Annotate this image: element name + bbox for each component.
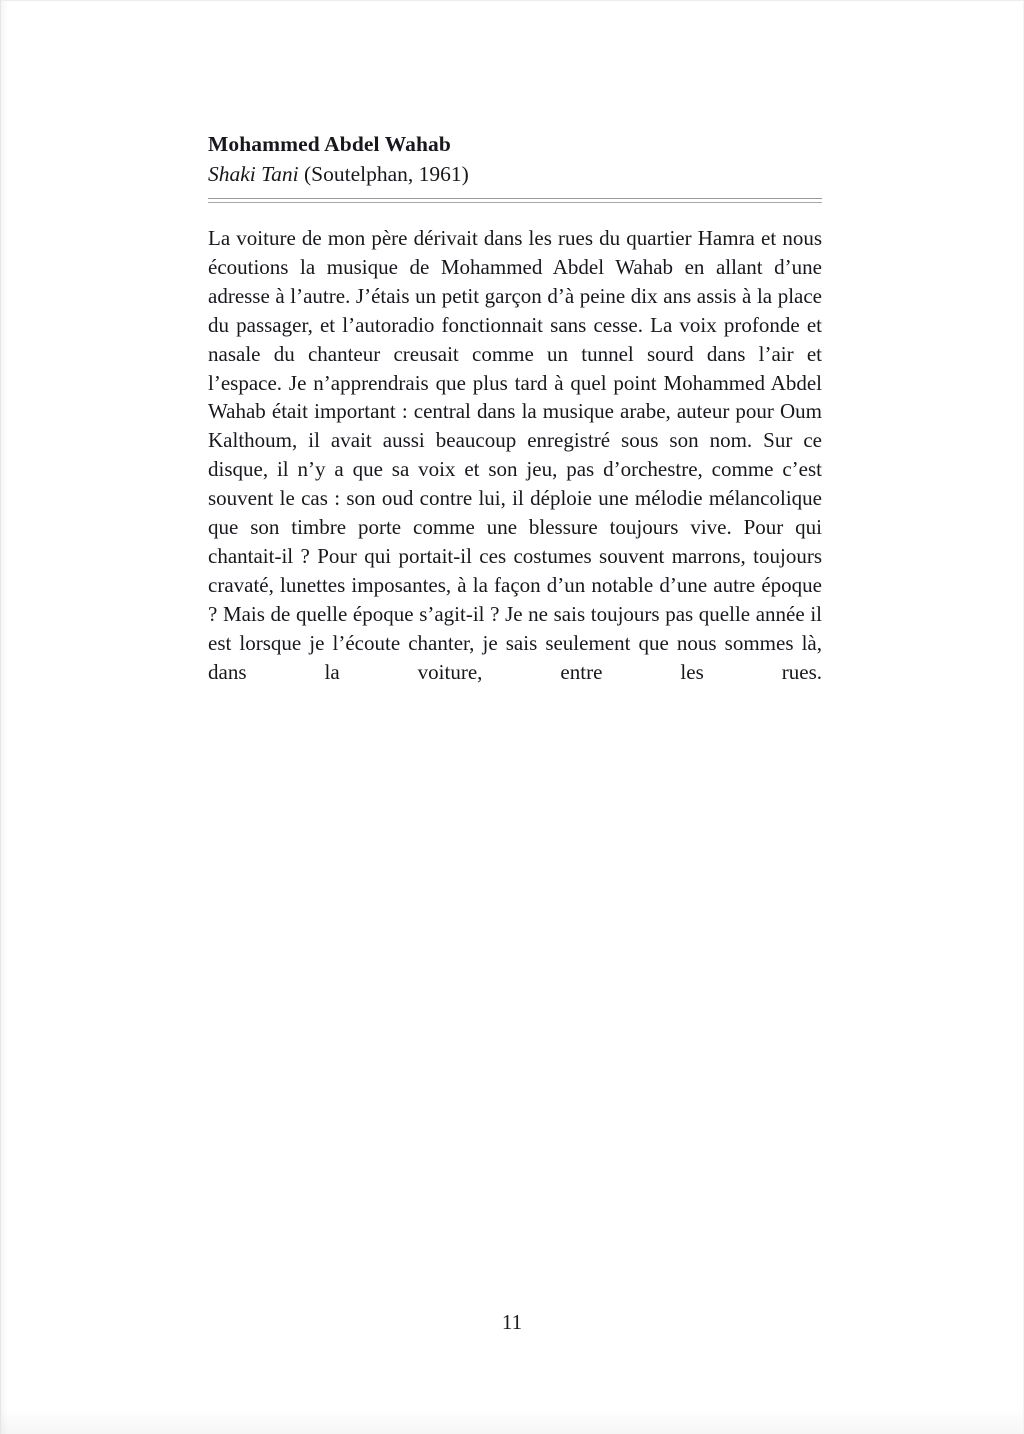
text-block (208, 129, 822, 715)
body-paragraph: La voiture de mon père dérivait dans les rues du quartier Hamra et nous écoutions la musique de Mohammed Abdel Wahab en allant d’une adresse à l’autre. J’étais un petit garçon d’à peine dix ans assis à la place du passager, et l’autoradio fonctionnait sans cesse. La voix profonde et nasale du chanteur creusait comme un tunnel sourd dans l’air et l’espace. Je n’apprendrais que plus tard à quel point Mohammed Abdel Wahab était important : central dans la musique arabe, auteur pour Oum Kalthoum, il avait aussi beaucoup enregistré sous son nom. Sur ce disque, il n’y a que sa voix et son jeu, pas d’orchestre, comme c’est souvent le cas : son oud contre lui, il déploie une mélodie mélancolique que son timbre porte comme une blessure toujours vive. Pour qui chantait-il ? Pour qui portait-il ces costumes souvent marrons, toujours cravaté, lunettes imposantes, à la façon d’un notable d’une autre époque ? Mais de quelle époque s’agit-il ? Je ne sais toujours pas quelle année il est lorsque je l’écoute chanter, je sais seulement que nous sommes là, dans la voiture, entre les rues. (208, 226, 822, 684)
record-title: Shaki Tani (208, 162, 299, 186)
entry-header (208, 129, 822, 189)
rule-line-top (208, 198, 822, 199)
record-label-year: (Soutelphan, 1961) (298, 162, 469, 186)
page-left-edge-shadow (1, 1, 8, 1434)
rule-line-bottom (208, 202, 822, 203)
page-bottom-edge-shadow (1, 1408, 1023, 1434)
header-double-rule (208, 198, 822, 203)
page-number: 11 (501, 1310, 523, 1334)
artist-name: Mohammed Abdel Wahab (208, 132, 451, 156)
record-line (208, 159, 822, 189)
